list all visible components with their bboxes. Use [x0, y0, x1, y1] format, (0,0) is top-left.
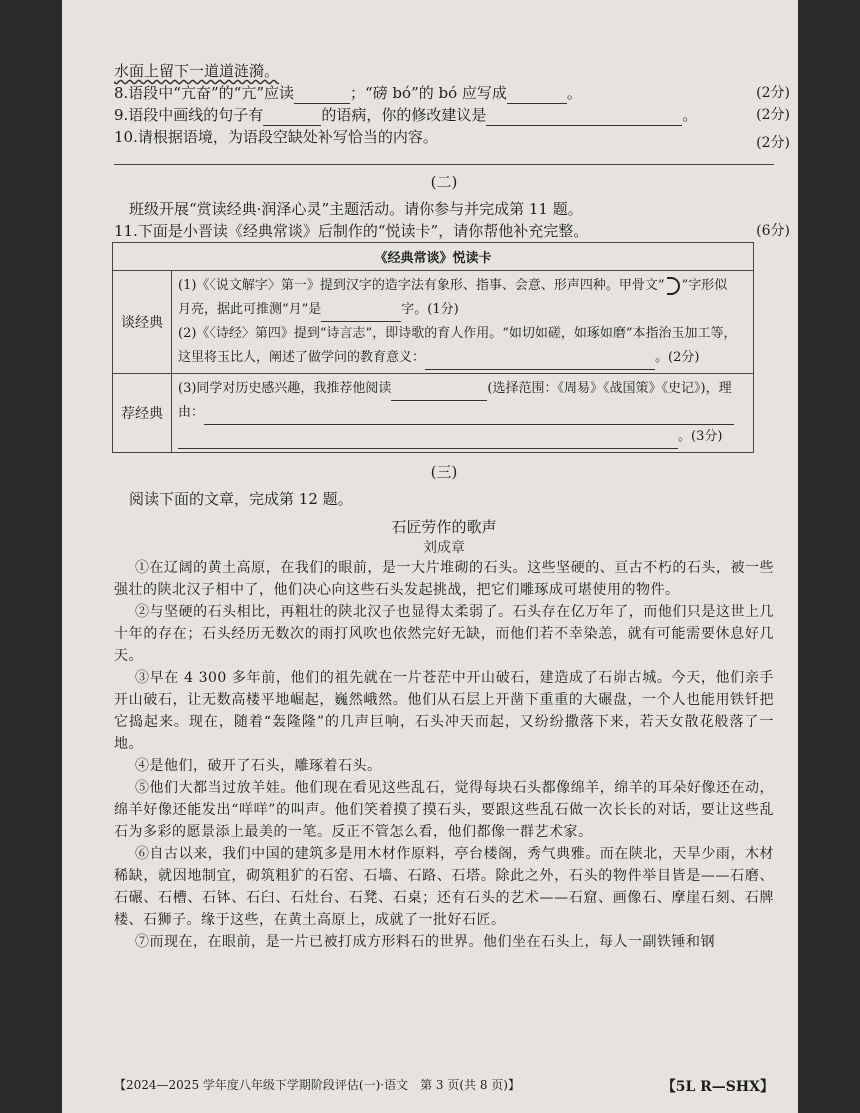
q9-text-c: 。 [682, 106, 698, 124]
reading-card [112, 242, 754, 453]
article-paragraph-3: ③早在 4 300 多年前，他们的祖先就在一片苍茫中开山破石，建造成了石峁古城。今天，他们亲手开山破石，让无数高楼平地崛起，巍然峨然。他们从石层上开凿下重重的大碾盘，一个人也能用铁钎把它捣起来。现在，随着“轰隆隆”的几声巨响，石头冲天而起，又纷纷撒落下来，若天女散花般落了一地。 [114, 670, 774, 752]
card-item-3a [178, 377, 747, 401]
q7-tail-text: 水面上留下一道道涟漪。 [114, 62, 280, 80]
card-blank-5[interactable] [178, 433, 678, 449]
article-title: 石匠劳作的歌声 [391, 518, 497, 536]
section-2-intro: 班级开展“赏读经典·润泽心灵”主题活动。请你参与并完成第 11 题。 [129, 200, 583, 218]
q11-score: (6分) [756, 223, 790, 239]
q8-blank-1[interactable] [294, 88, 350, 104]
q10-answer-line[interactable] [114, 164, 774, 165]
card-r2b-text: 这里将玉比人，阐述了做学问的教育意义： [178, 350, 426, 365]
card-r1a-text: (1)《〈说文解字〉第一》提到汉字的造字法有象形、指事、会意、形声四种。甲骨文“ [178, 278, 665, 293]
card-r2b2-text: 。(2分) [655, 350, 700, 365]
q9-text-b: 的语病，你的修改建议是 [321, 106, 487, 124]
article-paragraph-7: ⑦而现在，在眼前，是一片已被打成方形料石的世界。他们坐在石头上，每人一副铁锤和钢 [135, 934, 715, 950]
q11-text: 11.下面是小晋读《经典常谈》后制作的“悦读卡”，请你帮他补充完整。 [114, 222, 589, 240]
card-r3c-text: 。(3分) [678, 429, 723, 444]
q8-text-a: 8.语段中“亢奋”的“亢”应读 [114, 84, 294, 102]
card-r3a2-text: (选择范围：《周易》《战国策》《史记》)，理 [487, 381, 732, 396]
card-item-1a [178, 274, 747, 298]
page-content [114, 60, 790, 953]
q7-tail [114, 60, 774, 82]
exam-paper [62, 0, 798, 1113]
page-footer [114, 1076, 774, 1096]
card-row-label-recommend: 荐经典 [113, 374, 172, 453]
card-item-2a [178, 322, 747, 346]
q8-blank-2[interactable] [507, 88, 567, 104]
card-r1b-text: 月亮，据此可推测“月”是 [178, 302, 322, 317]
q8-score: (2分) [756, 85, 790, 101]
q9-blank-2[interactable] [486, 110, 682, 126]
card-blank-2[interactable] [425, 354, 655, 370]
question-9 [114, 104, 790, 126]
question-11 [114, 220, 790, 242]
question-8 [114, 82, 790, 104]
card-blank-1[interactable] [321, 306, 401, 322]
q9-score: (2分) [756, 107, 790, 123]
article-paragraph-5: ⑤他们大都当过放羊娃。他们现在看见这些乱石，觉得每块石头都像绵羊，绵羊的耳朵好像还在动，绵羊好像还能发出“咩咩”的叫声。他们笑着摸了摸石头，要跟这些乱石做一次长长的对话，要让这些乱石为多彩的愿景添上最美的一笔。反正不管怎么看，他们都像一群艺术家。 [114, 780, 774, 840]
card-item-3c [178, 425, 747, 449]
article-paragraph-4: ④是他们，破开了石头，雕琢着石头。 [135, 758, 382, 774]
card-r1a2-text: ”字形似 [681, 278, 728, 293]
card-blank-3[interactable] [391, 385, 487, 401]
q10-text: 10.请根据语境，为语段空缺处补写恰当的内容。 [114, 128, 438, 146]
question-10 [114, 126, 790, 151]
card-r3b-text: 由： [178, 405, 205, 420]
article-paragraph-2: ②与坚硬的石头相比，再粗壮的陕北汉子也显得太柔弱了。石头存在亿万年了，而他们只是这世上几十年的存在；石头经历无数次的雨打风吹也依然完好无缺，而他们若不幸染恙，就有可能需要休息好几天。 [114, 604, 774, 664]
oracle-moon-icon [667, 277, 680, 295]
section-3-intro: 阅读下面的文章，完成第 12 题。 [129, 490, 353, 508]
footer-exam-info: 【2024—2025 学年度八年级下学期阶段评估(一)·语文 第 3 页(共 8 页)】 [114, 1078, 520, 1092]
article-author: 刘成章 [423, 540, 465, 556]
card-item-2b [178, 346, 747, 370]
card-item-1b [178, 298, 747, 322]
card-r3a-text: (3)同学对历史感兴趣，我推荐他阅读 [178, 381, 392, 396]
section-3-heading: (三) [430, 463, 458, 481]
q9-blank-1[interactable] [263, 110, 321, 126]
card-row-label-discuss: 谈经典 [113, 271, 172, 374]
card-discuss-cell [172, 271, 754, 374]
card-recommend-cell [172, 374, 754, 453]
card-blank-4[interactable] [204, 409, 734, 425]
card-r2a-text: (2)《〈诗经〉第四》提到“诗言志”，即诗歌的育人作用。“如切如磋，如琢如磨”本指治玉加工等， [178, 326, 737, 341]
footer-code: 【5L R—SHX】 [661, 1079, 774, 1095]
card-r1b2-text: 字。(1分) [401, 302, 459, 317]
q9-text-a: 9.语段中画线的句子有 [114, 106, 264, 124]
article-paragraph-6: ⑥自古以来，我们中国的建筑多是用木材作原料，亭台楼阁，秀气典雅。而在陕北，天旱少雨，木材稀缺，就因地制宜，砌筑粗犷的石窑、石墙、石路、石塔。除此之外，石头的物件举目皆是——石磨、石碾、石槽、石钵、石臼、石灶台、石凳、石桌；还有石头的艺术——石窟、画像石、摩崖石刻、石牌楼、石狮子。缘于这些，在黄土高原上，成就了一批好石匠。 [114, 846, 774, 928]
card-title: 《经典常谈》悦读卡 [113, 243, 754, 271]
section-2-heading: (二) [430, 173, 458, 191]
article-paragraph-1: ①在辽阔的黄土高原，在我们的眼前，是一大片堆砌的石头。这些坚硬的、亘古不朽的石头，被一些强壮的陕北汉子相中了，他们决心向这些石头发起挑战，把它们雕琢成可堪使用的物件。 [114, 560, 774, 598]
card-item-3b [178, 401, 747, 425]
q8-text-c: 。 [566, 84, 582, 102]
q10-score: (2分) [756, 135, 790, 151]
q8-text-b: ；“磅 bó”的 bó 应写成 [350, 84, 507, 102]
